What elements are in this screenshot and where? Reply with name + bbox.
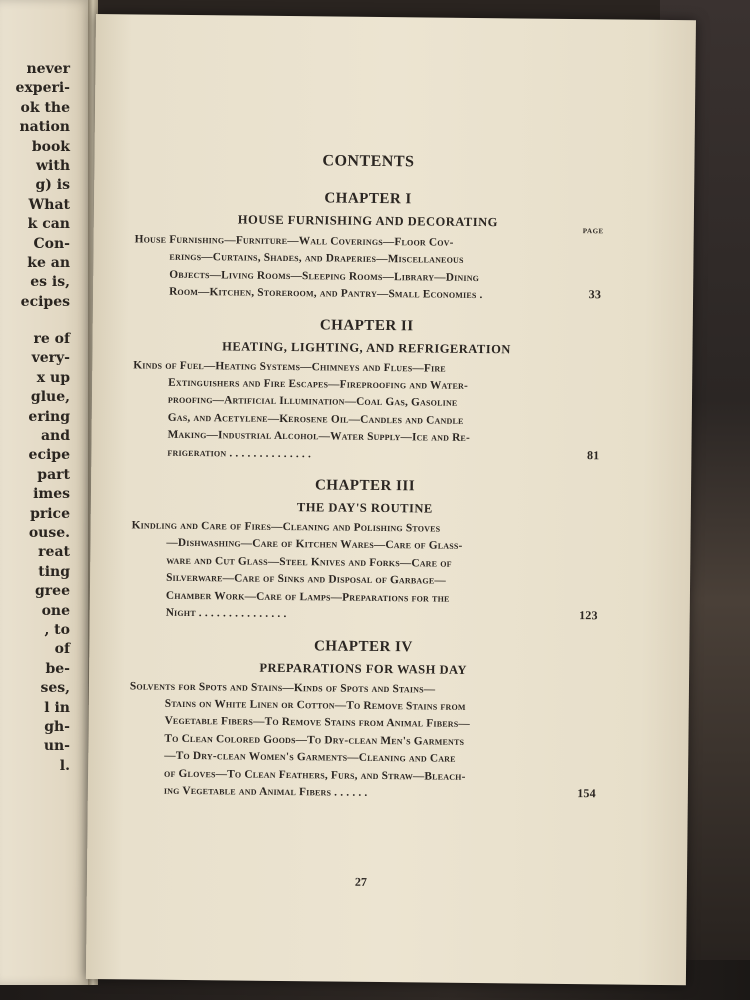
- topic-line: —Dishwashing—Care of Kitchen Wares—Care of Glass-: [166, 537, 463, 553]
- topic-line: ing Vegetable and Animal Fibers . . . . . .: [163, 784, 368, 799]
- left-page-line: ting: [38, 563, 70, 580]
- left-page-line: ke an: [27, 254, 70, 271]
- chapter-topics: [129, 678, 596, 805]
- chapter-page-number: 123: [579, 608, 598, 623]
- chapter-title: THE DAY'S ROUTINE: [296, 500, 433, 516]
- left-page-line: gh-: [44, 718, 70, 735]
- topic-line: Night . . . . . . . . . . . . . . .: [165, 606, 287, 621]
- chapter-title: PREPARATIONS FOR WASH DAY: [259, 660, 468, 677]
- topic-line: To Clean Colored Goods—To Dry-clean Men's Garments: [164, 732, 465, 748]
- left-page-line: l.: [59, 757, 70, 774]
- topic-line: proofing—Artificial Illumination—Coal Gas, Gasoline: [167, 394, 458, 410]
- left-page-line: of: [54, 641, 70, 658]
- topic-line: Stains on White Linen or Cotton—To Remove Stains from: [164, 697, 466, 713]
- left-page-line: ecipe: [28, 447, 70, 464]
- topic-line: Kinds of Fuel—Heating Systems—Chimneys and Flues—Fire: [133, 359, 446, 375]
- topic-line: Extinguishers and Fire Escapes—Fireproofing and Water-: [168, 376, 469, 392]
- chapter-title: HEATING, LIGHTING, AND REFRIGERATION: [222, 338, 511, 356]
- topic-line: House Furnishing—Furniture—Wall Coverings—Floor Cov-: [134, 233, 454, 249]
- topic-line: of Gloves—To Clean Feathers, Furs, and Straw—Bleach-: [163, 767, 466, 783]
- contents-page: [86, 14, 696, 985]
- left-page-line: [0, 312, 70, 330]
- chapter-topics: [131, 517, 598, 626]
- page-number: 27: [354, 874, 367, 889]
- left-page-line: part: [37, 466, 70, 483]
- chapter-title: HOUSE FURNISHING AND DECORATING: [237, 212, 498, 230]
- left-page-line: un-: [43, 738, 70, 755]
- left-page-line: with: [35, 157, 70, 174]
- left-page-line: book: [31, 138, 70, 155]
- left-page-line: k can: [27, 216, 70, 233]
- left-page-line: x up: [36, 369, 70, 386]
- left-page-line: ses,: [40, 680, 70, 697]
- chapter-entry: [129, 636, 596, 805]
- left-page-line: glue,: [30, 389, 70, 406]
- left-page-line: nation: [19, 119, 70, 136]
- left-page-line: gree: [35, 583, 70, 600]
- topic-line: Gas, and Acetylene—Kerosene Oil—Candles and Candle: [167, 411, 464, 427]
- chapter-entry: [131, 475, 598, 626]
- topic-line: erings—Curtains, Shades, and Draperies—Miscellaneous: [169, 251, 464, 267]
- left-page-line: never: [26, 61, 70, 77]
- left-page-line: be-: [45, 660, 70, 677]
- left-page-text: [0, 60, 70, 776]
- chapter-number: CHAPTER IV: [313, 637, 413, 655]
- chapter-entry: [134, 188, 604, 305]
- left-page-line: What: [28, 196, 70, 213]
- left-page-line: ering: [28, 408, 70, 425]
- topic-line: Chamber Work—Care of Lamps—Preparations for the: [165, 589, 450, 605]
- topic-line: Making—Industrial Alcohol—Water Supply—Ice and Re-: [167, 429, 471, 445]
- topic-line: Objects—Living Rooms—Sleeping Rooms—Library—Dining: [169, 268, 480, 284]
- chapter-topics: [133, 357, 600, 466]
- chapter-number: CHAPTER I: [324, 190, 412, 208]
- left-page-line: ok the: [20, 99, 70, 116]
- left-page-line: price: [30, 505, 70, 522]
- left-page-line: one: [41, 602, 70, 619]
- contents-body: [129, 150, 604, 889]
- left-page-line: very-: [31, 350, 70, 367]
- left-page: [0, 0, 92, 985]
- topic-line: ware and Cut Glass—Steel Knives and Forks—Care of: [166, 554, 452, 570]
- topic-line: frigeration . . . . . . . . . . . . . .: [167, 446, 312, 460]
- left-page-line: re of: [33, 331, 70, 348]
- topic-line: —To Dry-clean Women's Garments—Cleaning and Care: [164, 749, 456, 765]
- left-page-line: and: [40, 428, 70, 445]
- left-page-line: experi-: [15, 80, 70, 97]
- left-page-line: l in: [44, 699, 70, 716]
- left-page-line: , to: [44, 621, 70, 638]
- chapter-page-number: 33: [588, 287, 602, 302]
- topic-line: Silverware—Care of Sinks and Disposal of Garbage—: [166, 572, 446, 587]
- chapter-page-number: 154: [577, 786, 596, 801]
- chapter-list: [129, 188, 604, 804]
- left-page-line: ouse.: [28, 524, 70, 541]
- topic-line: Vegetable Fibers—To Remove Stains from Animal Fibers—: [164, 715, 471, 731]
- left-page-line: Con-: [33, 235, 70, 252]
- topic-line: Kindling and Care of Fires—Cleaning and Polishing Stoves: [131, 519, 441, 535]
- left-page-line: ecipes: [20, 293, 70, 310]
- topic-line: Solvents for Spots and Stains—Kinds of Spots and Stains—: [129, 679, 436, 696]
- topic-line: Room—Kitchen, Storeroom, and Pantry—Small Economies .: [169, 285, 483, 302]
- chapter-number: CHAPTER III: [314, 477, 416, 495]
- left-page-line: reat: [38, 544, 70, 561]
- left-page-line: es is,: [30, 274, 70, 291]
- left-page-line: g) is: [35, 177, 70, 194]
- chapter-entry: [133, 315, 600, 466]
- chapter-number: CHAPTER II: [319, 316, 414, 334]
- chapter-page-number: 81: [586, 447, 600, 462]
- page-column-label: PAGE: [582, 227, 604, 236]
- left-page-line: imes: [33, 486, 70, 503]
- contents-title: CONTENTS: [322, 152, 415, 171]
